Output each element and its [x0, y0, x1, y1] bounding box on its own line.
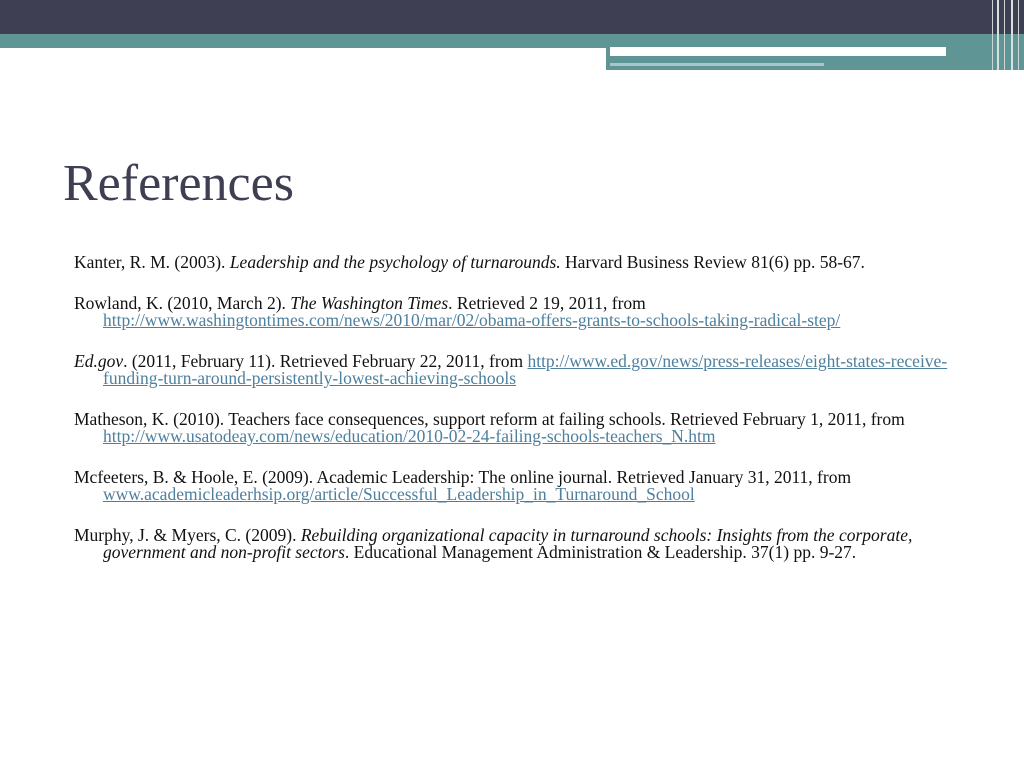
header-dark-band — [0, 0, 1024, 34]
header-stripe — [1011, 0, 1013, 70]
reference-text: . Retrieved 2 19, 2011, from — [448, 293, 646, 313]
header-stripe — [997, 0, 999, 70]
reference-text: . (2011, February 11). Retrieved February 22, 2011, from — [123, 351, 528, 371]
reference-text: Harvard Business Review 81(6) pp. 58-67. — [560, 252, 865, 272]
reference-entry — [74, 254, 974, 271]
references-list — [74, 254, 974, 585]
reference-entry — [74, 353, 974, 387]
reference-link[interactable]: http://www.ed.gov/news/press-releases/eight-states-receive-funding-turn-around-persistently-lowest-achieving-schools — [103, 351, 948, 388]
header-stripe — [992, 0, 993, 70]
reference-italic-text: The Washington Times — [290, 293, 449, 313]
reference-text: Mcfeeters, B. & Hoole, E. (2009). Academic Leadership: The online journal. Retrieved January 31, 2011, from — [74, 467, 852, 487]
reference-text: . Educational Management Administration & Leadership. 37(1) pp. 9-27. — [344, 542, 857, 562]
reference-text: Kanter, R. M. (2003). — [74, 252, 230, 272]
reference-link[interactable]: http://www.usatodeay.com/news/education/2010-02-24-failing-schools-teachers_N.htm — [103, 426, 716, 446]
header-inner-rule — [610, 47, 946, 56]
reference-text: Matheson, K. (2010). Teachers face consequences, support reform at failing schools. Retrieved February 1, 2011, from — [74, 409, 905, 429]
reference-link[interactable]: http://www.washingtontimes.com/news/2010/mar/02/obama-offers-grants-to-schools-taking-radical-step/ — [103, 310, 841, 330]
reference-entry — [74, 295, 974, 329]
reference-italic-text: Ed.gov — [74, 351, 124, 371]
header-stripe — [1018, 0, 1019, 70]
header-light-rule — [610, 63, 824, 66]
slide-title: References — [63, 155, 294, 212]
reference-text: Murphy, J. & Myers, C. (2009). — [74, 525, 301, 545]
reference-text: Rowland, K. (2010, March 2). — [74, 293, 291, 313]
header-stripe — [1004, 0, 1005, 70]
reference-entry — [74, 411, 974, 445]
reference-italic-text: Leadership and the psychology of turnarounds. — [229, 252, 561, 272]
reference-italic-text: Rebuilding organizational capacity in turnaround schools: Insights from the corporate, government and non-profit sectors — [103, 525, 913, 562]
reference-entry — [74, 469, 974, 503]
reference-link[interactable]: www.academicleaderhsip.org/article/Successful_Leadership_in_Turnaround_School — [103, 484, 695, 504]
reference-entry — [74, 527, 974, 561]
